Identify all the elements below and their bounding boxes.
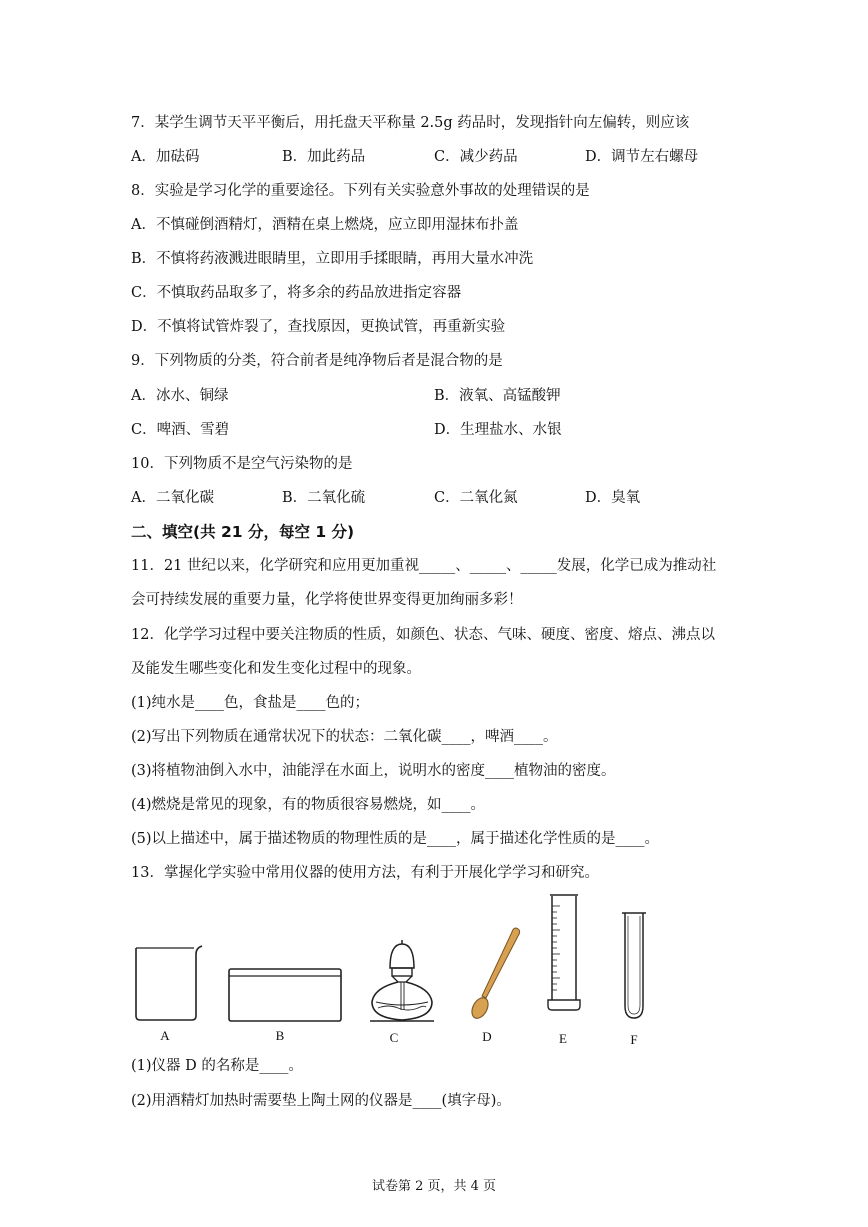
- q12-part-1: (1)纯水是____色，食盐是____色的；: [131, 695, 370, 711]
- q9-option-b: B．液氧、高锰酸钾: [434, 388, 561, 404]
- q12-line-1: 12．化学学习过程中要关注物质的性质，如颜色、状态、气味、硬度、密度、熔点、沸点以: [131, 627, 715, 643]
- spoon-icon: [468, 926, 526, 1022]
- q12-line-2: 及能发生哪些变化和发生变化过程中的现象。: [131, 661, 421, 677]
- q7-option-c: C．减少药品: [434, 149, 518, 165]
- q9-option-d: D．生理盐水、水银: [434, 422, 562, 438]
- q12-part-4: (4)燃烧是常见的现象，有的物质很容易燃烧，如____。: [131, 797, 486, 813]
- q12-part-3: (3)将植物油倒入水中，油能浮在水面上，说明水的密度____植物油的密度。: [131, 763, 616, 779]
- q10-option-c: C．二氧化氮: [434, 490, 518, 506]
- instrument-label-d: D: [482, 1029, 492, 1044]
- q9-option-c: C．啤酒、雪碧: [131, 422, 230, 438]
- test-tube-icon: [619, 910, 649, 1022]
- alcohol-lamp-icon: [368, 938, 436, 1024]
- instrument-label-c: C: [389, 1030, 399, 1045]
- q8-option-d: D．不慎将试管炸裂了，查找原因，更换试管，再重新实验: [131, 319, 506, 335]
- q10-option-a: A．二氧化碳: [131, 490, 214, 506]
- q8-option-b: B．不慎将药液溅进眼睛里，立即用手揉眼睛，再用大量水冲洗: [131, 251, 534, 267]
- q8-option-a: A．不慎碰倒酒精灯，酒精在桌上燃烧，应立即用湿抹布扑盖: [131, 217, 519, 233]
- page-footer: 试卷第 2 页，共 4 页: [371, 1179, 497, 1194]
- instrument-label-e: E: [559, 1031, 567, 1046]
- q10-option-d: D．臭氧: [585, 490, 641, 506]
- instrument-label-a: A: [160, 1028, 170, 1043]
- section-heading: 二、填空(共 21 分，每空 1 分): [131, 523, 355, 541]
- q10-stem: 10．下列物质不是空气污染物的是: [131, 456, 353, 472]
- q7-stem: 7．某学生调节天平平衡后，用托盘天平称量 2.5g 药品时，发现指针向左偏转，则应该: [131, 115, 690, 131]
- q10-option-b: B．二氧化硫: [282, 490, 366, 506]
- q11-line-1: 11．21 世纪以来，化学研究和应用更加重视_____、_____、_____发展，化学已成为推动社: [131, 558, 717, 574]
- q9-option-a: A．冰水、铜绿: [131, 388, 229, 404]
- instrument-label-f: F: [630, 1032, 638, 1047]
- q13-part-2: (2)用酒精灯加热时需要垫上陶土网的仪器是____(填字母)。: [131, 1093, 511, 1109]
- q8-stem: 8．实验是学习化学的重要途径。下列有关实验意外事故的处理错误的是: [131, 183, 590, 199]
- q7-option-a: A．加砝码: [131, 149, 200, 165]
- beaker-icon: [130, 944, 206, 1022]
- trough-icon: [226, 966, 344, 1024]
- q8-option-c: C．不慎取药品取多了，将多余的药品放进指定容器: [131, 285, 462, 301]
- q12-part-5: (5)以上描述中，属于描述物质的物理性质的是____，属于描述化学性质的是____。: [131, 831, 660, 847]
- q7-option-d: D．调节左右螺母: [585, 149, 699, 165]
- q7-option-b: B．加此药品: [282, 149, 366, 165]
- graduated-cylinder-icon: [546, 892, 582, 1016]
- q13-stem: 13．掌握化学实验中常用仪器的使用方法，有利于开展化学学习和研究。: [131, 865, 599, 881]
- q11-line-2: 会可持续发展的重要力量，化学将使世界变得更加绚丽多彩！: [131, 592, 523, 608]
- q13-part-1: (1)仪器 D 的名称是____。: [131, 1058, 303, 1074]
- q12-part-2: (2)写出下列物质在通常状况下的状态：二氧化碳____，啤酒____。: [131, 729, 558, 745]
- q9-stem: 9．下列物质的分类，符合前者是纯净物后者是混合物的是: [131, 353, 503, 369]
- instrument-label-b: B: [275, 1028, 285, 1043]
